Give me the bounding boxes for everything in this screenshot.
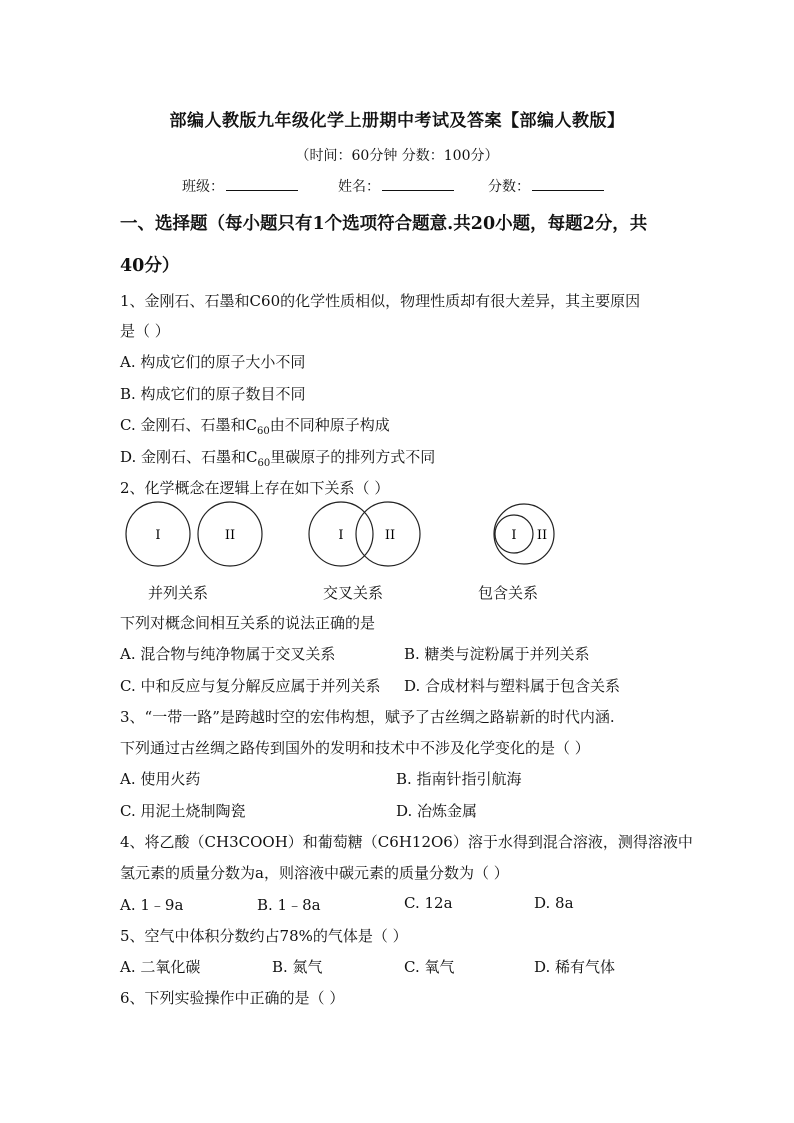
q2-option-c: C. 中和反应与复分解反应属于并列关系 — [120, 677, 381, 695]
parallel-label-1: I — [155, 528, 161, 543]
section-heading-line1: 一、选择题（每小题只有1个选项符合题意.共20小题，每题2分，共 — [120, 214, 648, 234]
include-label-2: II — [536, 528, 548, 543]
score-label: 分数： — [488, 179, 530, 195]
caption-cross: 交叉关系 — [323, 584, 384, 602]
score-field — [488, 176, 604, 196]
name-field — [338, 176, 454, 196]
q5-option-c: C. 氧气 — [404, 958, 455, 976]
q1-option-c-post: 由不同种原子构成 — [269, 416, 390, 434]
q1-stem-line2: 是（ ） — [120, 322, 170, 340]
q3-option-a: A. 使用火药 — [120, 770, 201, 788]
class-blank — [226, 178, 298, 191]
q5-option-a: A. 二氧化碳 — [120, 958, 201, 976]
cross-label-1: I — [338, 528, 344, 543]
q3-option-b: B. 指南针指引航海 — [396, 770, 522, 788]
q4-option-d: D. 8a — [534, 894, 574, 912]
q1-option-d-sub: 60 — [257, 458, 271, 469]
q2-lead: 下列对概念间相互关系的说法正确的是 — [120, 614, 376, 632]
q4-option-b: B. 1﹣8a — [257, 896, 321, 914]
exam-info: （时间：60分钟 分数：100分） — [295, 148, 499, 164]
score-blank — [532, 178, 604, 191]
q1-option-c — [120, 414, 390, 437]
q2-option-b: B. 糖类与淀粉属于并列关系 — [404, 645, 590, 663]
parallel-label-2: II — [224, 528, 236, 543]
q3-stem-line2: 下列通过古丝绸之路传到国外的发明和技术中不涉及化学变化的是（ ） — [120, 739, 590, 757]
caption-include: 包含关系 — [478, 584, 539, 602]
include-diagram — [494, 504, 554, 564]
section-heading-line2: 40分） — [120, 256, 180, 276]
q4-option-c: C. 12a — [404, 894, 453, 912]
document-title: 部编人教版九年级化学上册期中考试及答案【部编人教版】 — [169, 111, 625, 131]
class-label: 班级： — [182, 179, 224, 195]
q2-option-a: A. 混合物与纯净物属于交叉关系 — [120, 645, 336, 663]
q5-stem: 5、空气中体积分数约占78%的气体是（ ） — [120, 927, 408, 945]
q2-option-d: D. 合成材料与塑料属于包含关系 — [404, 677, 621, 695]
q1-option-a: A. 构成它们的原子大小不同 — [120, 353, 306, 371]
q1-option-c-sub: 60 — [256, 426, 270, 437]
q1-option-d-post: 里碳原子的排列方式不同 — [270, 448, 436, 466]
cross-label-2: II — [384, 528, 396, 543]
q1-option-c-pre: C. 金刚石、石墨和C — [120, 416, 257, 434]
name-blank — [382, 178, 454, 191]
q6-stem: 6、下列实验操作中正确的是（ ） — [120, 989, 345, 1007]
q1-option-d-pre: D. 金刚石、石墨和C — [120, 448, 258, 466]
q1-option-d — [120, 446, 435, 469]
name-label: 姓名： — [338, 179, 380, 195]
q5-option-d: D. 稀有气体 — [534, 958, 616, 976]
cross-diagram — [309, 502, 420, 566]
q4-option-a: A. 1﹣9a — [120, 896, 184, 914]
q3-option-d: D. 冶炼金属 — [396, 802, 478, 820]
q4-stem-line1: 4、将乙酸（CH3COOH）和葡萄糖（C6H12O6）溶于水得到混合溶液，测得溶液中 — [120, 833, 693, 851]
q1-option-b: B. 构成它们的原子数目不同 — [120, 385, 306, 403]
class-field — [182, 176, 298, 196]
q2-stem: 2、化学概念在逻辑上存在如下关系（ ） — [120, 479, 390, 497]
caption-parallel: 并列关系 — [148, 584, 209, 602]
include-label-1: I — [511, 528, 517, 543]
q3-option-c: C. 用泥土烧制陶瓷 — [120, 802, 246, 820]
parallel-diagram — [126, 502, 262, 566]
q1-stem-line1: 1、金刚石、石墨和C60的化学性质相似，物理性质却有很大差异，其主要原因 — [120, 292, 641, 310]
q4-stem-line2: 氢元素的质量分数为a，则溶液中碳元素的质量分数为（ ） — [120, 864, 509, 882]
q5-option-b: B. 氮气 — [272, 958, 323, 976]
q3-stem-line1: 3、“一带一路”是跨越时空的宏伟构想，赋予了古丝绸之路崭新的时代内涵. — [120, 708, 615, 726]
